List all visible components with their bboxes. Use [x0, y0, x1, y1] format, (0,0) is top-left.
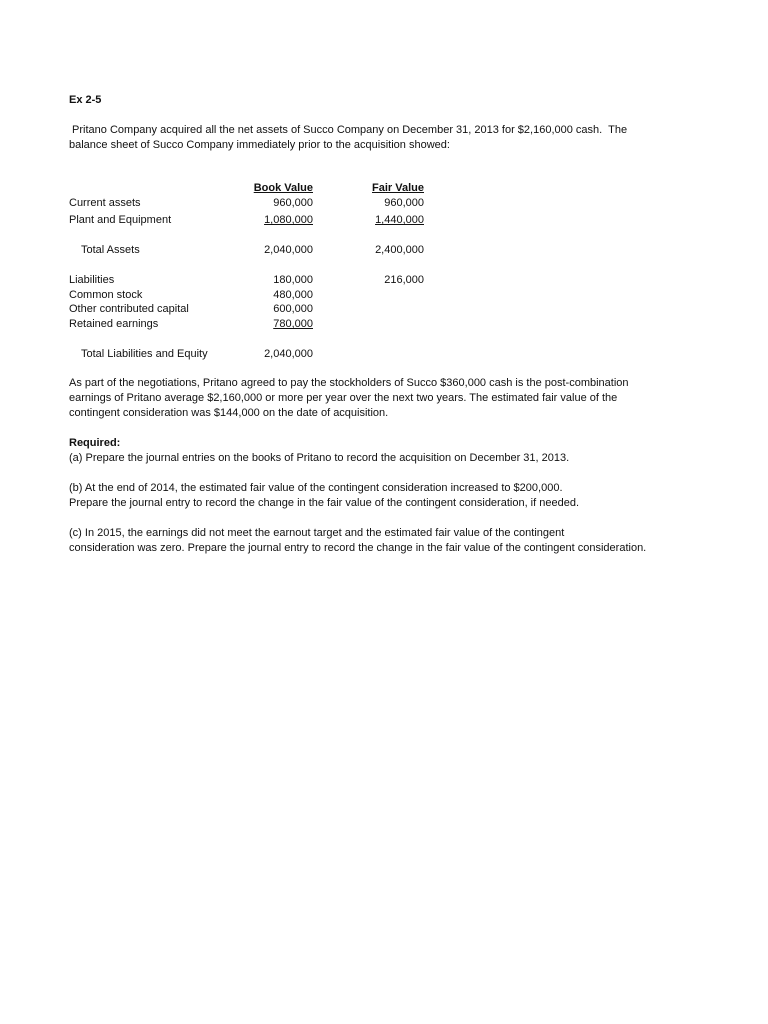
intro-line-2: balance sheet of Succo Company immediately prior to the acquisition showed: — [69, 139, 450, 151]
row-label-liabilities: Liabilities — [69, 274, 115, 286]
row-label-common-stock: Common stock — [69, 289, 143, 301]
required-part-c-line-2: consideration was zero. Prepare the journal entry to record the change in the fair value of the contingent consideration. — [69, 542, 647, 554]
book-value-header: Book Value — [253, 182, 313, 194]
current-assets-book: 960,000 — [273, 197, 313, 209]
required-part-c-line-1: (c) In 2015, the earnings did not meet the earnout target and the estimated fair value of the contingent — [69, 527, 565, 539]
plant-equipment-fair: 1,440,000 — [375, 214, 424, 226]
exercise-title: Ex 2-5 — [69, 94, 102, 106]
required-heading: Required: — [69, 437, 121, 449]
row-label-other-capital: Other contributed capital — [69, 303, 189, 315]
fair-value-header: Fair Value — [372, 182, 424, 194]
required-part-a: (a) Prepare the journal entries on the books of Pritano to record the acquisition on December 31, 2013. — [69, 452, 570, 464]
total-assets-fair: 2,400,000 — [375, 244, 424, 256]
row-label-total-liab-equity: Total Liabilities and Equity — [81, 348, 208, 360]
row-label-plant-equipment: Plant and Equipment — [69, 214, 172, 226]
current-assets-fair: 960,000 — [384, 197, 424, 209]
other-capital-book: 600,000 — [273, 303, 313, 315]
total-liab-equity-book: 2,040,000 — [264, 348, 313, 360]
negotiation-line-2: earnings of Pritano average $2,160,000 or more per year over the next two years. The estimated fair value of the — [69, 392, 618, 404]
row-label-retained-earnings: Retained earnings — [69, 318, 159, 330]
retained-earnings-book: 780,000 — [273, 318, 313, 330]
common-stock-book: 480,000 — [273, 289, 313, 301]
plant-equipment-book: 1,080,000 — [264, 214, 313, 226]
liabilities-fair: 216,000 — [384, 274, 424, 286]
row-label-current-assets: Current assets — [69, 197, 141, 209]
required-part-b-line-1: (b) At the end of 2014, the estimated fair value of the contingent consideration increased to $200,000. — [69, 482, 563, 494]
intro-line-1: Pritano Company acquired all the net assets of Succo Company on December 31, 2013 for $2,160,000 cash. The — [69, 124, 628, 136]
required-part-b-line-2: Prepare the journal entry to record the change in the fair value of the contingent consideration, if needed. — [69, 497, 579, 509]
total-assets-book: 2,040,000 — [264, 244, 313, 256]
liabilities-book: 180,000 — [273, 274, 313, 286]
negotiation-line-1: As part of the negotiations, Pritano agreed to pay the stockholders of Succo $360,000 cash is the post-combination — [69, 377, 629, 389]
negotiation-line-3: contingent consideration was $144,000 on the date of acquisition. — [69, 407, 389, 419]
row-label-total-assets: Total Assets — [81, 244, 140, 256]
